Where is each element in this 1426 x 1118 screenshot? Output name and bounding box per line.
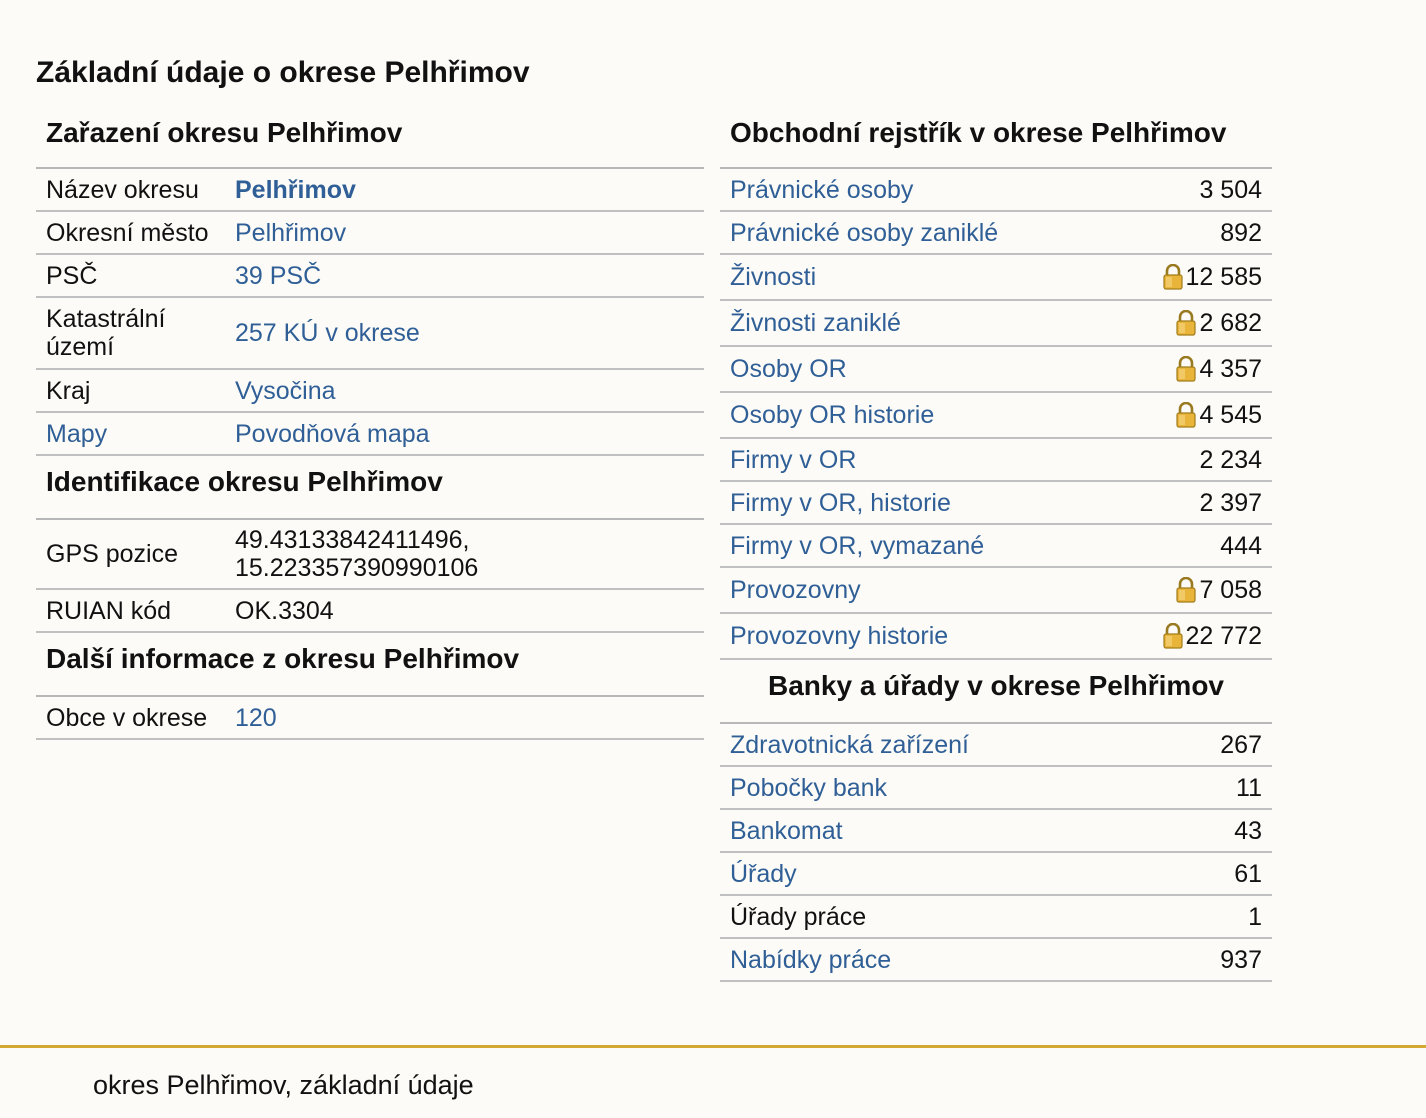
footer-text: okres Pelhřimov, základní údaje [93, 1070, 474, 1100]
lock-icon [1162, 623, 1184, 649]
row-value [1175, 355, 1272, 383]
provozovny-historie-link[interactable]: Provozovny historie [730, 622, 949, 650]
flood-map-link[interactable]: Povodňová mapa [235, 419, 430, 448]
row-value [1175, 401, 1272, 429]
banks-offices-heading: Banky a úřady v okrese Pelhřimov [720, 660, 1272, 724]
osoby-or-historie-link[interactable]: Osoby OR historie [730, 401, 935, 429]
classification-row-district-town [36, 212, 704, 255]
pravnicke-osoby-zanikle-link[interactable]: Právnické osoby zaniklé [730, 218, 999, 247]
count-value: 12 585 [1185, 263, 1262, 291]
firmy-v-or-link[interactable]: Firmy v OR [730, 445, 857, 474]
row-label: Obce v okrese [46, 703, 208, 732]
count-value: 43 [1234, 816, 1262, 845]
row-bankomat [720, 810, 1272, 853]
row-osoby-or-historie [720, 393, 1272, 439]
row-label: Katastrální území [46, 305, 166, 361]
row-value [1199, 176, 1272, 204]
psc-link[interactable]: 39 PSČ [235, 261, 322, 290]
count-value: 892 [1220, 218, 1262, 247]
row-provozovny [720, 568, 1272, 614]
row-urady-prace [720, 896, 1272, 939]
row-value [1220, 946, 1272, 974]
lock-icon [1175, 577, 1197, 603]
count-value: 7 058 [1199, 576, 1262, 604]
row-firmy-v-or [720, 439, 1272, 482]
row-value [1220, 731, 1272, 759]
row-label: GPS pozice [46, 540, 179, 568]
urady-link[interactable]: Úřady [730, 859, 797, 888]
row-firmy-v-or-vymazane [720, 525, 1272, 568]
row-value [1234, 860, 1272, 888]
row-label: Název okresu [46, 175, 199, 204]
district-name-link[interactable]: Pelhřimov [235, 175, 356, 204]
row-provozovny-historie [720, 614, 1272, 660]
row-value [1248, 903, 1272, 931]
row-firmy-v-or-historie [720, 482, 1272, 525]
row-value [1175, 576, 1272, 604]
count-value: 61 [1234, 859, 1262, 888]
region-link[interactable]: Vysočina [235, 376, 336, 405]
row-nabidky-prace [720, 939, 1272, 982]
classification-row-psc [36, 255, 704, 298]
row-pravnicke-osoby [720, 169, 1272, 212]
count-value: 22 772 [1185, 622, 1262, 650]
classification-row-maps [36, 413, 704, 456]
left-column [36, 112, 704, 740]
row-value [1236, 774, 1272, 802]
classification-row-cadastral [36, 298, 704, 370]
lock-icon [1175, 310, 1197, 336]
row-value [1220, 532, 1272, 560]
provozovny-link[interactable]: Provozovny [730, 576, 861, 604]
row-label: PSČ [46, 261, 98, 290]
count-value: 2 234 [1199, 445, 1262, 474]
row-label: Kraj [46, 376, 91, 405]
firmy-v-or-historie-link[interactable]: Firmy v OR, historie [730, 488, 951, 517]
row-value [1220, 219, 1272, 247]
maps-link[interactable]: Mapy [46, 419, 108, 448]
bankomat-link[interactable]: Bankomat [730, 816, 843, 845]
identification-row-ruian [36, 590, 704, 633]
identification-heading: Identifikace okresu Pelhřimov [36, 456, 704, 520]
count-value: 267 [1220, 730, 1262, 759]
cadastral-link[interactable]: 257 KÚ v okrese [235, 319, 420, 347]
footer-divider [0, 1045, 1426, 1048]
row-value [1234, 817, 1272, 845]
more-info-row-municipalities [36, 697, 704, 740]
row-value [1175, 309, 1272, 337]
business-register-heading: Obchodní rejstřík v okrese Pelhřimov [720, 112, 1272, 169]
row-zivnosti [720, 255, 1272, 301]
banks-offices-table [720, 724, 1272, 982]
nabidky-prace-link[interactable]: Nabídky práce [730, 945, 892, 974]
more-info-heading: Další informace z okresu Pelhřimov [36, 633, 704, 697]
gps-value [235, 526, 704, 582]
municipalities-count-link[interactable]: 120 [235, 703, 277, 732]
identification-row-gps [36, 520, 704, 590]
count-value: 2 682 [1199, 309, 1262, 337]
row-value [1199, 446, 1272, 474]
count-value: 11 [1236, 773, 1262, 802]
urady-prace-label: Úřady práce [730, 902, 867, 931]
lock-icon [1175, 356, 1197, 382]
count-value: 3 504 [1199, 175, 1262, 204]
row-zivnosti-zanikle [720, 301, 1272, 347]
row-value [1199, 489, 1272, 517]
pobocky-bank-link[interactable]: Pobočky bank [730, 773, 888, 802]
count-value: 2 397 [1199, 488, 1262, 517]
row-value [1162, 622, 1272, 650]
row-pobocky-bank [720, 767, 1272, 810]
row-zdravotnicka-zarizeni [720, 724, 1272, 767]
page-title: Základní údaje o okrese Pelhřimov [36, 56, 530, 89]
count-value: 444 [1220, 531, 1262, 560]
osoby-or-link[interactable]: Osoby OR [730, 355, 847, 383]
count-value: 4 545 [1199, 401, 1262, 429]
row-label: Okresní město [46, 218, 209, 247]
ruian-value: OK.3304 [235, 596, 334, 625]
right-column [720, 112, 1272, 982]
business-register-table [720, 169, 1272, 660]
zivnosti-zanikle-link[interactable]: Živnosti zaniklé [730, 309, 901, 337]
row-urady [720, 853, 1272, 896]
classification-heading: Zařazení okresu Pelhřimov [36, 112, 704, 169]
row-value [1162, 263, 1272, 291]
gps-longitude: 15.223357390990106 [235, 554, 479, 582]
lock-icon [1162, 264, 1184, 290]
row-osoby-or [720, 347, 1272, 393]
pravnicke-osoby-link[interactable]: Právnické osoby [730, 175, 914, 204]
lock-icon [1175, 402, 1197, 428]
zivnosti-link[interactable]: Živnosti [730, 263, 817, 291]
count-value: 1 [1248, 902, 1262, 931]
zdravotnicka-zarizeni-link[interactable]: Zdravotnická zařízení [730, 730, 969, 759]
row-label: RUIAN kód [46, 596, 172, 625]
firmy-v-or-vymazane-link[interactable]: Firmy v OR, vymazané [730, 531, 985, 560]
count-value: 937 [1220, 945, 1262, 974]
district-town-link[interactable]: Pelhřimov [235, 218, 347, 247]
classification-row-region [36, 370, 704, 413]
row-pravnicke-osoby-zanikle [720, 212, 1272, 255]
count-value: 4 357 [1199, 355, 1262, 383]
classification-row-district-name [36, 169, 704, 212]
gps-latitude: 49.43133842411496, [235, 526, 470, 554]
